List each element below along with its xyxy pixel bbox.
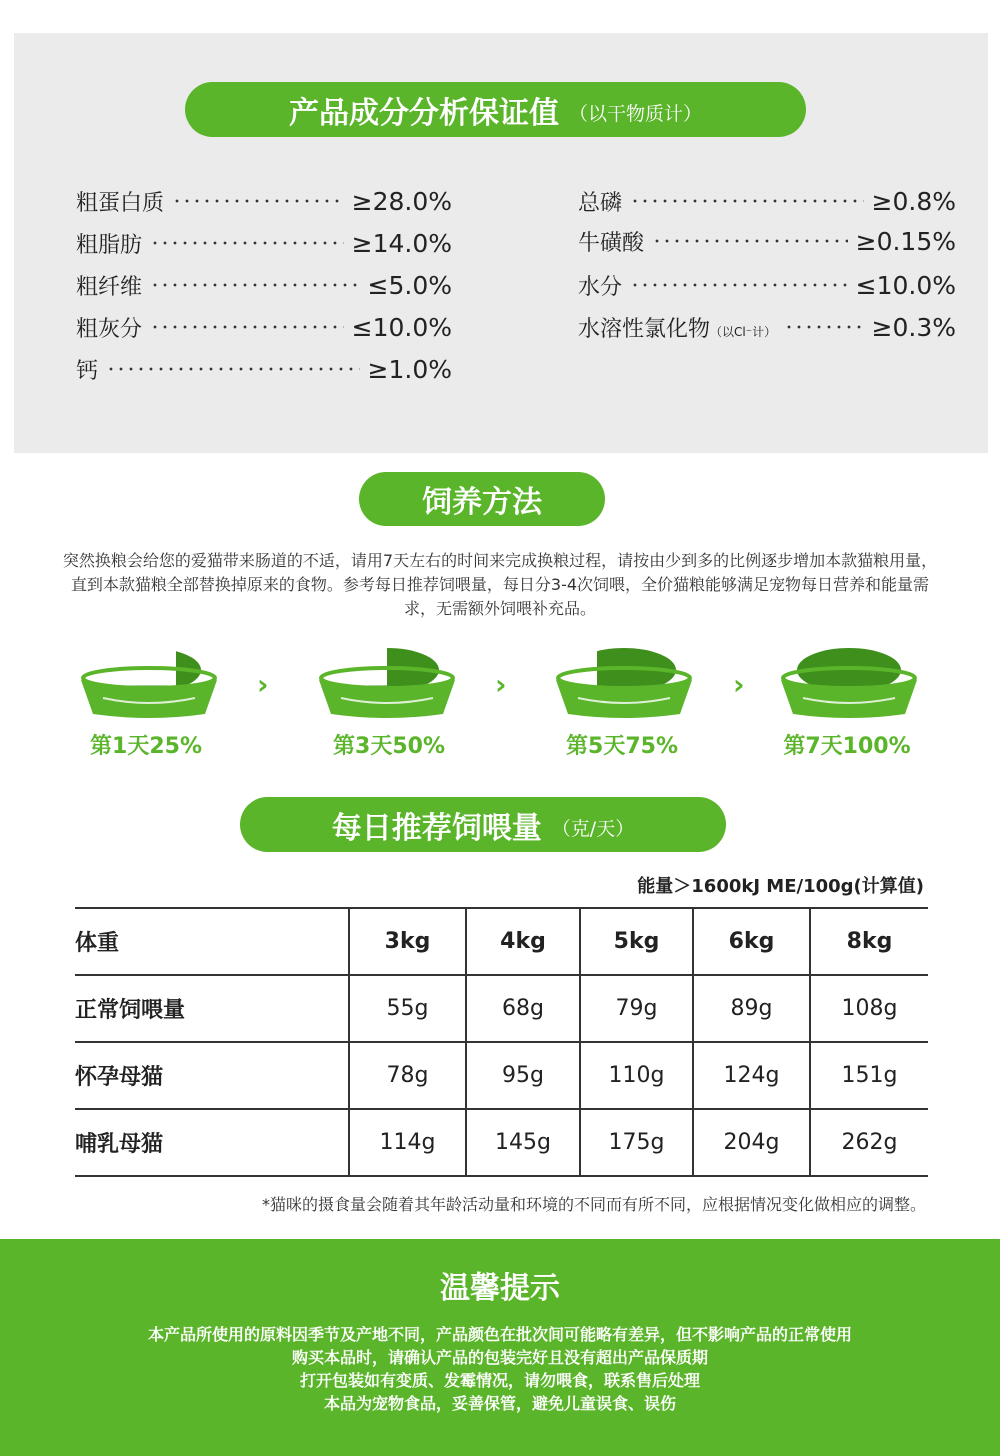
dot-leader xyxy=(150,283,360,287)
dot-leader xyxy=(150,241,344,245)
day-label: 第5天75% xyxy=(566,734,678,759)
nutrient-value: ≥0.15% xyxy=(855,226,956,256)
table-cell: 55g xyxy=(349,975,466,1042)
nutrient-name: 总磷 xyxy=(578,190,623,216)
header-cell: 8kg xyxy=(810,908,928,975)
footnote: *猫咪的摄食量会随着其年龄活动量和环境的不同而有所不同，应根据情况变化做相应的调整。 xyxy=(261,1195,926,1214)
row-label: 怀孕母猫 xyxy=(75,1042,349,1109)
nutrient-row xyxy=(76,310,452,344)
nutrient-row xyxy=(76,226,452,260)
nutrient-value: ≤10.0% xyxy=(351,312,452,342)
header-cell: 4kg xyxy=(466,908,580,975)
table-cell: 95g xyxy=(466,1042,580,1109)
nutrient-name: 牛磺酸 xyxy=(578,230,645,256)
dot-leader xyxy=(652,239,848,243)
nutrient-value: ≤5.0% xyxy=(367,270,452,300)
nutrient-name: 粗纤维 xyxy=(76,274,143,300)
nutrient-name: 钙 xyxy=(76,358,99,384)
analysis-title: 产品成分分析保证值 xyxy=(288,95,559,131)
table-row xyxy=(75,1109,928,1176)
new-food-portion xyxy=(597,646,678,686)
nutrient-value: ≥14.0% xyxy=(351,228,452,258)
dot-leader xyxy=(106,367,360,371)
table-cell: 79g xyxy=(580,975,693,1042)
table-cell: 204g xyxy=(693,1109,810,1176)
table-cell: 110g xyxy=(580,1042,693,1109)
nutrient-row xyxy=(578,268,956,302)
new-food-portion xyxy=(176,646,203,686)
daily-title: 每日推荐饲喂量 xyxy=(331,810,542,846)
table-cell: 145g xyxy=(466,1109,580,1176)
nutrient-row xyxy=(76,352,452,386)
nutrient-value: ≥0.3% xyxy=(871,312,956,342)
tip-line: 打开包装如有变质、发霉情况，请勿喂食，联系售后处理 xyxy=(299,1371,700,1390)
nutrient-name: 粗灰分 xyxy=(76,316,143,342)
dot-leader xyxy=(630,283,848,287)
tip-line: 本品为宠物食品，妥善保管，避免儿童误食、误伤 xyxy=(323,1394,676,1413)
table-cell: 68g xyxy=(466,975,580,1042)
nutrient-name: 粗蛋白质 xyxy=(76,190,165,216)
nutrient-value: ≥28.0% xyxy=(351,186,452,216)
table-cell: 124g xyxy=(693,1042,810,1109)
header-cell: 5kg xyxy=(580,908,693,975)
day-label: 第1天25% xyxy=(90,734,202,759)
feeding-title-pill xyxy=(359,472,605,526)
bowl-graphic xyxy=(313,640,461,720)
dot-leader xyxy=(172,199,344,203)
nutrient-name: 水分 xyxy=(578,274,623,300)
nutrient-row xyxy=(578,310,956,344)
nutrient-value: ≥1.0% xyxy=(367,354,452,384)
nutrient-value: ≤10.0% xyxy=(855,270,956,300)
row-label: 哺乳母猫 xyxy=(75,1109,349,1176)
daily-title-pill xyxy=(240,797,726,852)
analysis-subtitle: （以干物质计） xyxy=(568,103,702,125)
dot-leader xyxy=(630,199,864,203)
tips-lines xyxy=(0,1323,1000,1415)
bowl-graphic xyxy=(775,640,923,720)
nutrient-row xyxy=(578,224,956,258)
header-cell: 3kg xyxy=(349,908,466,975)
tip-line: 购买本品时，请确认产品的包装完好且没有超出产品保质期 xyxy=(291,1348,708,1367)
header-cell: 6kg xyxy=(693,908,810,975)
table-cell: 108g xyxy=(810,975,928,1042)
daily-subtitle: （克/天） xyxy=(551,818,635,840)
row-label: 正常饲喂量 xyxy=(75,975,349,1042)
day-label: 第7天100% xyxy=(783,734,911,759)
tips-title: 温馨提示 xyxy=(440,1271,560,1306)
table-row xyxy=(75,1042,928,1109)
food-bowl-icon xyxy=(75,640,223,720)
table-cell: 89g xyxy=(693,975,810,1042)
header-cell: 体重 xyxy=(75,908,349,975)
new-food-portion xyxy=(387,646,441,686)
dot-leader xyxy=(784,325,863,329)
table-cell: 262g xyxy=(810,1109,928,1176)
table-header-row xyxy=(75,908,928,975)
nutrient-name: 粗脂肪 xyxy=(76,232,143,258)
table-cell: 175g xyxy=(580,1109,693,1176)
tips-banner xyxy=(0,1239,1000,1456)
nutrient-value: ≥0.8% xyxy=(871,186,956,216)
food-bowl-icon xyxy=(550,640,698,720)
table-cell: 78g xyxy=(349,1042,466,1109)
nutrient-name xyxy=(578,312,776,343)
nutrient-row xyxy=(76,268,452,302)
food-bowl-icon xyxy=(775,640,923,720)
chevron-right-icon: › xyxy=(495,668,507,701)
bowl-graphic xyxy=(550,640,698,720)
table-row xyxy=(75,975,928,1042)
analysis-title-pill xyxy=(185,82,806,137)
nutrient-row xyxy=(76,184,452,218)
nutrient-name-text: 水溶性氯化物 xyxy=(578,316,711,342)
tip-line: 本产品所使用的原料因季节及产地不同，产品颜色在批次间可能略有差异，但不影响产品的正常使用 xyxy=(147,1325,852,1344)
dot-leader xyxy=(150,325,344,329)
day-label: 第3天50% xyxy=(333,734,445,759)
nutrient-row xyxy=(578,184,956,218)
table-cell: 114g xyxy=(349,1109,466,1176)
energy-note: 能量＞1600kJ ME/100g(计算值) xyxy=(637,876,924,897)
chevron-right-icon: › xyxy=(733,668,745,701)
feeding-title: 饲养方法 xyxy=(422,485,542,520)
nutrient-name-note: （以Cl⁻计） xyxy=(710,324,777,339)
bowl-graphic xyxy=(75,640,223,720)
chevron-right-icon: › xyxy=(257,668,269,701)
feeding-intro: 突然换粮会给您的爱猫带来肠道的不适，请用7天左右的时间来完成换粮过程，请按由少到多的比例逐步增加本款猫粮用量，直到本款猫粮全部替换掉原来的食物。参考每日推荐饲喂量，每日分3-4次饲喂，全价猫粮能够满足宠物每日营养和能量需求，无需额外饲喂补充品。 xyxy=(62,551,938,618)
feeding-table xyxy=(75,907,928,1177)
food-bowl-icon xyxy=(313,640,461,720)
table-cell: 151g xyxy=(810,1042,928,1109)
